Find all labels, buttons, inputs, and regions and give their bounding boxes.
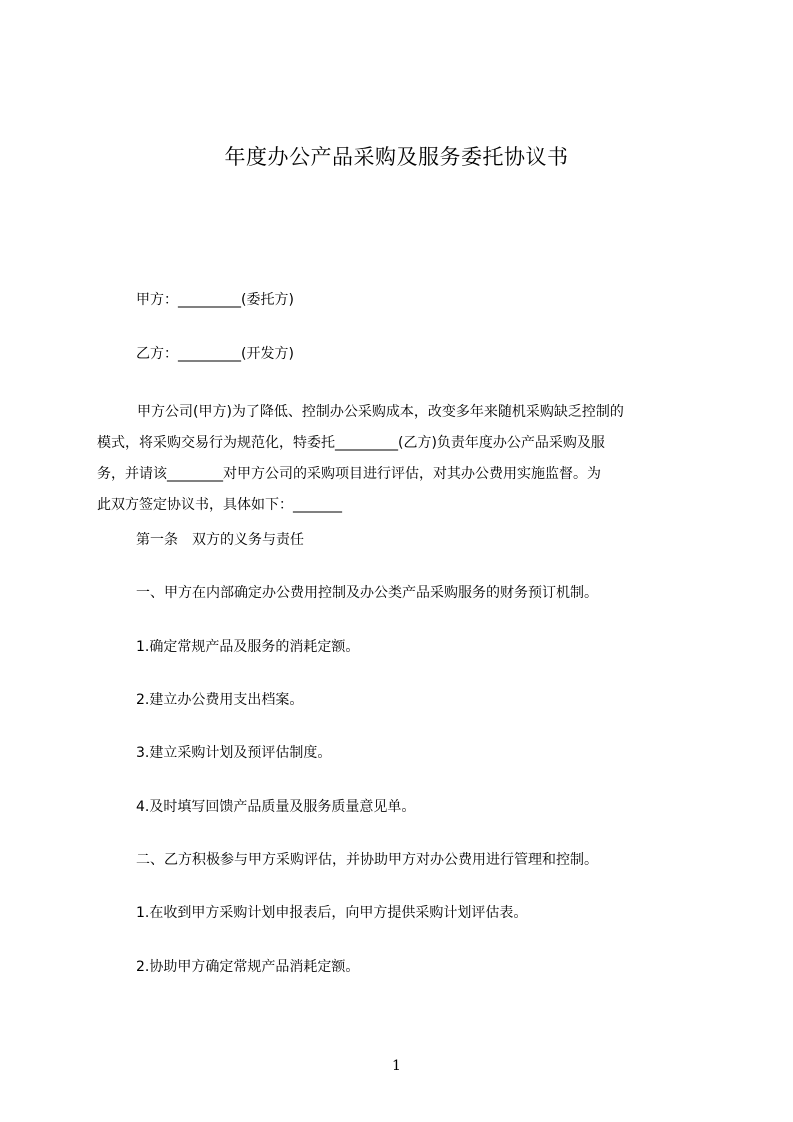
section-two-heading: 二、乙方积极参与甲方采购评估，并协助甲方对办公费用进行管理和控制。 (136, 852, 598, 868)
section-one-item: 4.及时填写回馈产品质量及服务质量意见单。 (136, 799, 416, 815)
document-title: 年度办公产品采购及服务委托协议书 (224, 145, 569, 169)
section-two-item: 1.在收到甲方采购计划申报表后，向甲方提供采购计划评估表。 (136, 905, 528, 921)
party-b-line: 乙方：_________(开发方) (136, 346, 294, 362)
page-number: 1 (392, 1058, 401, 1074)
section-one-heading: 一、甲方在内部确定办公费用控制及办公类产品采购服务的财务预订机制。 (136, 585, 598, 601)
section-one-item: 1.确定常规产品及服务的消耗定额。 (136, 639, 360, 655)
section-one-item: 3.建立采购计划及预评估制度。 (136, 745, 332, 761)
article-heading: 第一条 双方的义务与责任 (136, 532, 304, 548)
section-two-item: 2.协助甲方确定常规产品消耗定额。 (136, 959, 360, 975)
intro-line: 此双方签定协议书，具体如下：_______ (97, 497, 342, 513)
intro-paragraph (97, 397, 701, 521)
intro-line: 甲方公司(甲方)为了降低、控制办公采购成本，改变多年来随机采购缺乏控制的 (137, 404, 624, 420)
intro-line: 模式，将采购交易行为规范化，特委托_________(乙方)负责年度办公产品采购及服 (97, 435, 605, 451)
party-a-line: 甲方：_________(委托方) (136, 292, 294, 308)
intro-line: 务，并请该________对甲方公司的采购项目进行评估，对其办公费用实施监督。为 (97, 466, 601, 482)
section-one-item: 2.建立办公费用支出档案。 (136, 692, 304, 708)
